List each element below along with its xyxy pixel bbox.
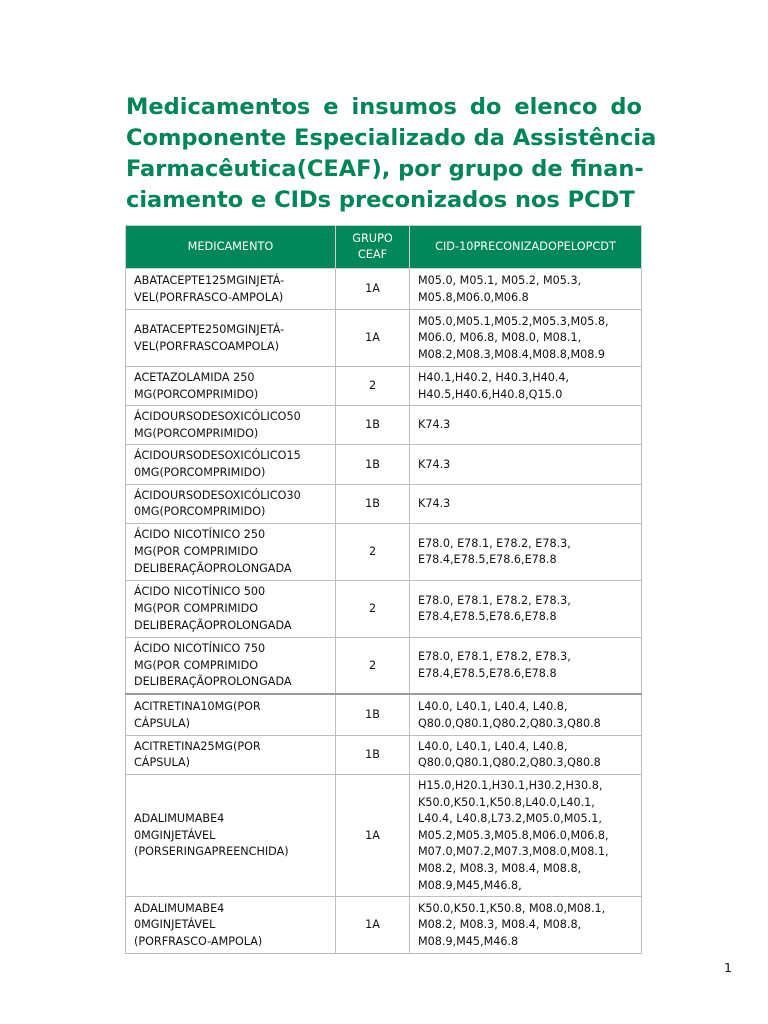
cell-medicamento [126, 523, 336, 580]
cell-medicamento [126, 269, 336, 310]
medicamento-line: 0MGINJETÁVEL [134, 918, 216, 932]
cell-cid [410, 367, 642, 406]
cid-line: Q80.0,Q80.1,Q80.2,Q80.3,Q80.8 [418, 716, 601, 730]
cid-line: M06.0, M06.8, M08.0, M08.1, [418, 331, 582, 345]
medicamento-line: ABATACEPTE250MGINJETÁ- [134, 322, 285, 336]
cell-grupo: 2 [336, 367, 410, 406]
cell-cid [410, 774, 642, 896]
cell-grupo: 1B [336, 484, 410, 523]
table-row [126, 484, 642, 523]
table-row [126, 774, 642, 896]
table-row [126, 406, 642, 445]
cid-line: E78.0, E78.1, E78.2, E78.3, [418, 536, 571, 550]
cid-line: M07.0,M07.2,M07.3,M08.0,M08.1, [418, 845, 609, 859]
cell-cid [410, 694, 642, 735]
cell-medicamento [126, 774, 336, 896]
cid-line: L40.0, L40.1, L40.4, L40.8, [418, 699, 568, 713]
medicamento-line: ÁCIDOURSODESOXICÓLICO30 [134, 488, 301, 502]
cell-cid [410, 580, 642, 637]
cell-medicamento [126, 445, 336, 484]
cell-grupo: 1A [336, 774, 410, 896]
cell-cid [410, 735, 642, 774]
cell-grupo: 1B [336, 406, 410, 445]
medication-table [125, 225, 642, 954]
table-body [126, 269, 642, 954]
medicamento-line: ÁCIDO NICOTÍNICO 750 [134, 642, 266, 656]
cell-medicamento [126, 406, 336, 445]
cid-line: E78.0, E78.1, E78.2, E78.3, [418, 650, 571, 664]
medicamento-line: DELIBERAÇÃOPROLONGADA [134, 675, 292, 689]
cell-cid [410, 445, 642, 484]
title-line: Farmacêutica(CEAF), por grupo de finan- [126, 156, 644, 182]
cid-line: K74.3 [418, 418, 451, 432]
table-row [126, 310, 642, 367]
cid-line: K50.0,K50.1,K50.8, M08.0,M08.1, [418, 901, 606, 915]
cell-grupo: 1A [336, 310, 410, 367]
medicamento-line: ÁCIDO NICOTÍNICO 250 [134, 528, 266, 542]
medicamento-line: ABATACEPTE125MGINJETÁ- [134, 273, 285, 287]
medicamento-line: MG(PORCOMPRIMIDO) [134, 426, 259, 440]
medicamento-line: MG(POR COMPRIMIDO [134, 658, 259, 672]
cid-line: Q80.0,Q80.1,Q80.2,Q80.3,Q80.8 [418, 756, 601, 770]
cell-grupo: 1B [336, 694, 410, 735]
cell-grupo: 1B [336, 445, 410, 484]
cid-line: H40.1,H40.2, H40.3,H40.4, [418, 371, 570, 384]
cell-grupo: 2 [336, 637, 410, 694]
cell-cid [410, 523, 642, 580]
title-line: ciamento e CIDs preconizados nos PCDT [126, 187, 635, 213]
cid-line: L40.0, L40.1, L40.4, L40.8, [418, 739, 568, 753]
cid-line: L40.4, L40.8,L73.2,M05.0,M05.1, [418, 812, 602, 826]
medicamento-line: 0MGINJETÁVEL [134, 828, 216, 842]
cid-line: E78.4,E78.5,E78.6,E78.8 [418, 553, 557, 567]
medicamento-line: (PORFRASCO-AMPOLA) [134, 934, 263, 948]
cid-line: M05.2,M05.3,M05.8,M06.0,M06.8, [418, 828, 609, 842]
cell-grupo: 1A [336, 897, 410, 954]
table-row [126, 523, 642, 580]
cell-medicamento [126, 484, 336, 523]
medicamento-line: 0MG(PORCOMPRIMIDO) [134, 505, 266, 519]
cid-line: K74.3 [418, 457, 451, 471]
header-grupo-ceaf [336, 226, 410, 269]
table-row [126, 735, 642, 774]
table-row [126, 269, 642, 310]
cid-line: H15.0,H20.1,H30.1,H30.2,H30.8, [418, 778, 603, 792]
medicamento-line: ACETAZOLAMIDA 250 [134, 371, 255, 384]
medicamento-line: 0MG(PORCOMPRIMIDO) [134, 465, 266, 479]
medicamento-line: MG(POR COMPRIMIDO [134, 601, 259, 615]
cell-medicamento [126, 735, 336, 774]
cell-cid [410, 269, 642, 310]
title-line: Componente Especializado da Assistência [126, 125, 657, 151]
cid-line: M05.0,M05.1,M05.2,M05.3,M05.8, [418, 314, 609, 328]
cid-line: E78.4,E78.5,E78.6,E78.8 [418, 667, 557, 680]
title-line: Medicamentos e insumos do elenco do [126, 94, 642, 120]
cell-medicamento [126, 367, 336, 406]
medicamento-line: MG(POR COMPRIMIDO [134, 544, 259, 558]
cid-line: E78.4,E78.5,E78.6,E78.8 [418, 610, 557, 624]
cid-line: M08.9,M45,M46.8, [418, 878, 522, 892]
table-row [126, 445, 642, 484]
cid-line: M08.9,M45,M46.8 [418, 934, 519, 948]
cell-grupo: 2 [336, 580, 410, 637]
table-header-row [126, 226, 642, 269]
medicamento-line: ÁCIDOURSODESOXICÓLICO15 [134, 449, 301, 463]
cid-line: M05.0, M05.1, M05.2, M05.3, [418, 273, 582, 287]
cid-line: E78.0, E78.1, E78.2, E78.3, [418, 593, 571, 607]
medicamento-line: CÁPSULA) [134, 756, 191, 770]
cid-line: M08.2,M08.3,M08.4,M08.8,M08.9 [418, 347, 606, 361]
medicamento-line: ADALIMUMABE4 [134, 812, 225, 826]
cell-grupo: 1A [336, 269, 410, 310]
cell-cid [410, 897, 642, 954]
cid-line: H40.5,H40.6,H40.8,Q15.0 [418, 387, 563, 401]
document-title [126, 92, 657, 216]
cell-cid [410, 310, 642, 367]
medicamento-line: CÁPSULA) [134, 716, 191, 730]
cid-line: M05.8,M06.0,M06.8 [418, 290, 529, 304]
medicamento-line: MG(PORCOMPRIMIDO) [134, 387, 259, 401]
medicamento-line: ÁCIDOURSODESOXICÓLICO50 [134, 410, 301, 424]
header-cid: CID-10PRECONIZADOPELOPCDT [410, 226, 642, 269]
medicamento-line: ACITRETINA10MG(POR [134, 699, 261, 713]
table-row [126, 897, 642, 954]
cell-grupo: 1B [336, 735, 410, 774]
page-number: 1 [724, 960, 732, 975]
cid-line: M08.2, M08.3, M08.4, M08.8, [418, 861, 582, 875]
cell-medicamento [126, 580, 336, 637]
cell-medicamento [126, 897, 336, 954]
medicamento-line: VEL(PORFRASCOAMPOLA) [134, 339, 279, 353]
medicamento-line: DELIBERAÇÃOPROLONGADA [134, 561, 292, 575]
cell-cid [410, 484, 642, 523]
table-row [126, 637, 642, 694]
medicamento-line: ÁCIDO NICOTÍNICO 500 [134, 585, 266, 599]
header-medicamento: MEDICAMENTO [126, 226, 336, 269]
table-row [126, 694, 642, 735]
medicamento-line: ACITRETINA25MG(POR [134, 739, 261, 753]
cell-cid [410, 637, 642, 694]
cid-line: K74.3 [418, 496, 451, 510]
cell-grupo: 2 [336, 523, 410, 580]
table-row [126, 367, 642, 406]
cid-line: K50.0,K50.1,K50.8,L40.0,L40.1, [418, 795, 595, 809]
medicamento-line: (PORSERINGAPREENCHIDA) [134, 845, 289, 859]
cell-medicamento [126, 694, 336, 735]
medicamento-line: VEL(PORFRASCO-AMPOLA) [134, 290, 284, 304]
cell-cid [410, 406, 642, 445]
table-row [126, 580, 642, 637]
medicamento-line: DELIBERAÇÃOPROLONGADA [134, 618, 292, 632]
cell-medicamento [126, 310, 336, 367]
medicamento-line: ADALIMUMABE4 [134, 901, 225, 915]
header-grupo-line: GRUPO [352, 232, 393, 245]
cid-line: M08.2, M08.3, M08.4, M08.8, [418, 918, 582, 932]
header-grupo-line: CEAF [357, 248, 388, 261]
cell-medicamento [126, 637, 336, 694]
